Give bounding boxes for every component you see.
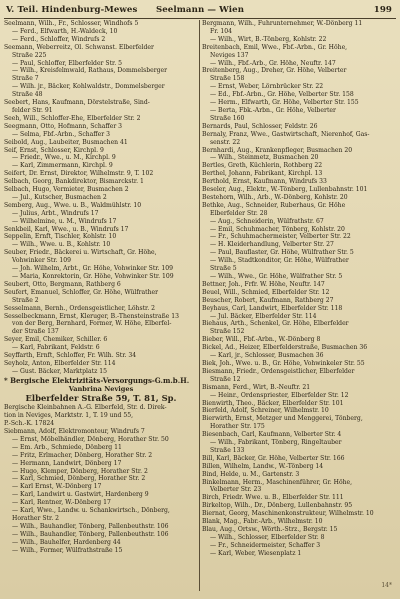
directory-entry: — Karl, Landwirt u. Gastwirt, Hardenberg 9 — [12, 491, 149, 499]
left-column — [4, 20, 198, 555]
directory-entry: — Karl, Weber, Wiesenplatz 1 — [210, 549, 302, 557]
advertisement — [4, 376, 198, 428]
directory-entry: Beseler, Aug., Elektr., W.-Tönberg, Lullenbahnstr. 101 — [202, 186, 368, 194]
directory-entry: Bierfeld, Adolf, Schreiner, Wilhelmstr. 10 — [202, 407, 329, 415]
ad-lines — [4, 404, 198, 428]
header-rule — [4, 18, 396, 19]
directory-entry: — Wilh., Former, Wülfrathstraße 15 — [12, 546, 123, 554]
directory-entry: Birch, Friedr. Wwe. u. B., Elberfelder Str. 111 — [202, 494, 344, 502]
directory-entry: — Wilh. jr., Bäcker, Kohlwaldstr., Dommelsberger — [12, 83, 165, 91]
directory-entry: — Ernst, Möbelhändler, Dönberg, Horather Str. 50 — [12, 435, 169, 443]
directory-entry: Seegmann, Otto, Hofmann, Schaffer 3 — [4, 122, 123, 130]
directory-entry: Bergmann, Wilh., Fuhrunternehmer, W.-Dönberg 11 — [202, 20, 363, 27]
left-entry-list-2 — [4, 428, 198, 555]
directory-entry: Straße 225 — [12, 51, 47, 59]
ad-address: Elberfelder Straße 59, T. 81, Sp. — [25, 393, 177, 404]
directory-entry: Bismann, Ferd., Wirt, B.-Neuftr. 21 — [202, 383, 311, 391]
directory-entry: Beuel, Will., Schmied, Elberfelder Str. 12 — [202, 288, 330, 296]
directory-entry: Biesenbach, Carl, Kaufmann, Velberter Str. 4 — [202, 431, 342, 439]
directory-entry: — Jul. Bäcker, Elberfelder Str. 114 — [210, 312, 317, 320]
directory-entry: Straße 152 — [210, 328, 245, 336]
directory-entry: Beuscher, Robert, Kaufmann, Rathberg 27 — [202, 296, 334, 304]
directory-entry: Straße 5 — [210, 265, 237, 273]
directory-entry: Seeh, Will., Schloffer-Ehe, Elberfelder Str. 2 — [4, 114, 141, 122]
directory-entry: Seufert, Emanuel, Schloffer, Gr. Höhe, Wülfrather — [4, 288, 159, 296]
directory-entry: Bethke, Aug., Schneider, Ruberhaus, Gr. Höhe — [202, 201, 346, 209]
directory-entry: — Ferd., Schloffer, Windrufs 2 — [12, 35, 106, 43]
directory-entry: Straße 12 — [210, 375, 241, 383]
directory-entry: Vohwinker Str. 109 — [12, 257, 72, 265]
directory-entry: Senkbeil, Karl, Wwe., u. B., Windrufs 17 — [4, 225, 129, 233]
directory-entry: felder Str. 91 — [12, 106, 53, 114]
directory-entry: Elberfelder Str. 28 — [210, 209, 268, 217]
directory-entry: Bettner, Joh., Frfr. W. Höhe, Neuftr. 147 — [202, 280, 325, 288]
directory-entry: der Straße 137 — [12, 328, 59, 336]
directory-entry: Biek, Joh., Wwe. u. B., Gr. Höhe, Vohwinkeler Str. 55 — [202, 359, 365, 367]
directory-entry: Seyholz, Anton, Elberfelder Str. 114 — [4, 359, 116, 367]
directory-entry: Blau, Aug., Ortsw., Wörth.-Strz., Bergstr. 15 — [202, 526, 338, 533]
directory-entry: Seifert, Dr. Ernst, Direktor, Wilhelmstr. 9, T. 102 — [4, 170, 154, 178]
directory-entry: Seibold, Aug., Laubeiter, Busmachen 41 — [4, 138, 128, 146]
directory-entry: Bierwirth, Ernst, Metzger und Menggerei, Tönberg, — [202, 415, 363, 423]
page-header — [6, 3, 394, 17]
directory-entry: Bernaly, Franz, Wwe., Gastwirtschaft, Nierenhof, Gas- — [202, 130, 370, 138]
ad-title: * Bergische Elektrizitäts-Versorgungs-G.m.b.H. — [4, 375, 190, 385]
directory-entry: Bernards, Paul, Schlosser, Feldstr. 26 — [202, 122, 318, 130]
directory-entry: — Fr., Schuhmachermeister, Velberter Str. 22 — [210, 233, 351, 241]
directory-entry: — Hermann, Landwirt, Dönberg 17 — [12, 459, 122, 467]
directory-entry: Bestehorn, Wilh., Arb., W.-Dönberg, Kohlstr. 20 — [202, 193, 348, 201]
directory-entry: Siebmann, Adolf, Elektromonteur, Windrufs 7 — [4, 428, 145, 435]
directory-entry: von der Berg, Bernhard, Former, W. Höhe, Elberfel- — [12, 320, 172, 328]
directory-entry: Straße 133 — [210, 446, 245, 454]
directory-entry: — Wilh., Bauhandler, Tönberg, Pallenbeuthstr. 106 — [12, 530, 169, 538]
directory-entry: — Wilh., Fabrikant, Tönberg, Ringeltauber — [210, 439, 342, 447]
directory-entry: Bernhardi, Aug., Krankenpfleger, Busmachen 20 — [202, 146, 353, 154]
directory-entry: Selbach, Georg, Bankdirektor, Bismarckstr. 1 — [4, 178, 144, 186]
directory-entry: Horather Str. 2 — [12, 514, 59, 522]
ad-subtitle: Vanbrina Neviges — [68, 384, 134, 393]
directory-entry: Berthold, Ernst, Kaufmann, Windrufs 33 — [202, 178, 327, 186]
directory-entry: Seelmann, Wilh., Fr., Schlosser, Windhofs 5 — [4, 20, 139, 27]
directory-entry: — Jul., Kutscher, Busmachen 2 — [12, 193, 107, 201]
directory-entry: — Karl, jr., Schlosser, Busmachen 36 — [210, 352, 324, 360]
directory-entry: Seubert, Otto, Bergmann, Rathberg 6 — [4, 280, 121, 288]
directory-entry: Beyhaus, Carl, Landwirt, Elberfelder Str. 118 — [202, 304, 343, 312]
directory-entry: — Friedr., Wwe., u. M., Kirchpl. 9 — [12, 154, 116, 162]
directory-entry: Fr. 104 — [210, 27, 232, 35]
directory-entry: Selbach, Hugo, Vermieter, Busmachen 2 — [4, 186, 129, 194]
directory-entry: Biesmann, Friedr., Ordensgeistlicher, Elberfelder — [202, 367, 355, 375]
directory-entry: Seebert, Hans, Kaufmann, Dörstelstraße, Sind- — [4, 99, 150, 107]
directory-entry: Bienwirth, Theo., Bäcker, Elberfelder Str. 101 — [202, 399, 344, 407]
directory-entry: — Wilh., Wwe. u. B., Kohlstr. 10 — [12, 241, 111, 249]
directory-entry: Sesselmann, Bernh., Ordensgeistlicher, Löhstr. 2 — [4, 304, 156, 312]
directory-entry: — Gust. Bäcker, Marktplatz 15 — [12, 367, 107, 375]
directory-entry: — Selma, Fbf.-Arbn., Schaffer 3 — [12, 130, 110, 138]
ad-line: tion in Neviges, Marktstr. 1, T. 19 und 55, — [4, 412, 134, 420]
directory-entry: — Paul, Bauflaster, Gr. Höhe, Wülfrather Str. 5 — [210, 249, 354, 257]
directory-entry: Blank, Mag., Fabr.-Arb., Wilhelmstr. 10 — [202, 518, 323, 526]
directory-entry: — Wilh., Stadtkonditor, Gr. Höhe, Wülfrather — [210, 257, 349, 265]
directory-entry: Straße 158 — [210, 75, 245, 83]
directory-entry: — Karl, Schmied, Dönberg, Horather Str. 2 — [12, 475, 146, 483]
ad-line: P.-Sch.-K. 17824 — [4, 420, 55, 428]
directory-entry: — H. Kleiderhandlung, Velberter Str. 27 — [210, 241, 334, 249]
directory-entry: Binkelmann, Herm., Maschinenführer, Gr. Höhe, — [202, 478, 353, 486]
directory-entry: — Wilh., Bauhandler, Tönberg, Pallenbeuthstr. 106 — [12, 522, 169, 530]
directory-entry: Sesselbeckmann, Ernst, Kleruger, B.-Thensteinstraße 13 — [4, 312, 179, 320]
directory-entry: Seuber, Friedr., Bäckerei u. Wirtschaft, Gr. Höhe, — [4, 249, 157, 257]
directory-entry: Velberter Str. 23 — [210, 486, 262, 494]
directory-entry: Seif, Ernst, Schlosser, Kirchpl. 9 — [4, 146, 104, 154]
directory-entry: Bertles, Greth, Küchlerin, Rothberg 22 — [202, 162, 323, 170]
directory-entry: Seemann, Weberreitz, Ol. Schwanst. Elberfelder — [4, 43, 154, 51]
directory-entry: — Em. Arb., Schmiede, Dönberg 11 — [12, 443, 122, 451]
directory-entry: — Karl, Fabrikant, Feldstr. 6 — [12, 344, 100, 352]
directory-entry: Bickel, Ad., Heizer, Elberfelderstraße, Busmachen 36 — [202, 344, 368, 352]
directory-entry: Seyer, Emil, Chemiker, Schiller. 6 — [4, 336, 108, 344]
directory-entry: — Hugo, Klemper, Dönberg, Horather Str. 2 — [12, 467, 148, 475]
directory-entry: — Wilh., Kreisfelmwald, Rathaus, Dommelsberger — [12, 67, 168, 75]
directory-entry: — Wilh., Steinmetz, Busmachen 20 — [210, 154, 319, 162]
footer-mark: 14* — [381, 582, 392, 589]
directory-entry: — Paul, Schloffer, Elberfelder Str. 5 — [12, 59, 123, 67]
directory-entry: Straße 48 — [12, 91, 43, 99]
header-section: V. Teil. Hindenburg-Mewes — [6, 5, 138, 15]
left-entry-list — [4, 20, 198, 376]
directory-entry: — Ernst, Weber, Lörnbrücker Str. 22 — [210, 83, 324, 91]
directory-entry: Biehaus, Arth., Schenkel, Gr. Höhe, Elberfelder — [202, 320, 349, 328]
directory-entry: senstr. 22 — [210, 138, 241, 146]
ad-line: Bergische Kleinbahnen A.-G. Elberfeld, Str. d. Direk- — [4, 404, 167, 412]
directory-entry: Birkeltop, Wilh., Dr., Dönberg, Lullenbahnstr. 95 — [202, 502, 353, 510]
directory-entry: — Ferd., Elfwarth, H.-Waldeck, 10 — [12, 27, 118, 35]
page-number: 199 — [373, 5, 392, 15]
directory-entry: Seyffarth, Ernft, Schloffer, Fr. Wilh. Str. 34 — [4, 352, 137, 360]
directory-entry: — Karl, Rentner, W.-Dönberg 17 — [12, 499, 111, 507]
directory-entry: — Aug., Schneiderin, Wülfrathstr. 67 — [210, 217, 324, 225]
directory-entry: — Wilh., Wirt, B.-Tönberg, Kohlstr. 22 — [210, 35, 327, 43]
directory-entry: — Wilh., Wwe., Gr. Höhe, Wülfrather Str. 5 — [210, 273, 343, 280]
directory-entry: Berthel, Johann, Fabrikant, Kirchpl. 13 — [202, 170, 323, 178]
directory-entry: — Karl, Zimmermann, Kirchpl. 9 — [12, 162, 113, 170]
directory-entry: Seppelin, Ernft, Tischler, Kohlstr. 10 — [4, 233, 117, 241]
directory-entry: — Ed., Fbf.-Arbn., Gr. Höhe, Velberter Str. 158 — [210, 91, 354, 99]
directory-entry: Breitenbach, Emil, Wwe., Fbf.-Arbn., Gr. Höhe, — [202, 43, 348, 51]
directory-entry: Breitenberg, Aug., Dreher, Gr. Höhe, Velberter — [202, 67, 347, 75]
directory-entry: — Wilh., Fbf.-Arb., Gr. Höhe, Neuftr. 147 — [210, 59, 336, 67]
right-entry-list — [202, 20, 396, 558]
directory-entry: Semberg, Aug., Wwe. u. B., Waldmühlstr. 10 — [4, 201, 142, 209]
directory-entry: — Wilh., Schlosser, Elberfelder Str. 8 — [210, 533, 325, 541]
directory-entry: Horather Str. 175 — [210, 423, 265, 431]
directory-entry: — Wilh., Bauhelfer, Hardenberg 44 — [12, 538, 121, 546]
directory-entry: — Fr., Schneidermeister, Schaffer 3 — [210, 541, 321, 549]
directory-entry: — Maria, Konrektorin, Gr. Höhe, Vohwinker Str. 109 — [12, 273, 174, 280]
directory-entry: — Karl, Wwe., Landw. u. Schankwirtsch., Dönberg, — [12, 507, 170, 515]
directory-entry: Billen, Wilhelm, Landw., W.-Tönberg 14 — [202, 462, 324, 470]
right-column — [202, 20, 396, 558]
directory-entry: Straße 7 — [12, 75, 39, 83]
directory-entry: — Herm., Elfwarth, Gr. Höhe, Velberter Str. 155 — [210, 99, 359, 107]
header-range: Seelmann — Wien — [155, 5, 245, 15]
directory-entry: — Wilhelmine, u. M., Windrufs 17 — [12, 217, 117, 225]
directory-entry: — Berta, Fbk.-Arbn., Gr. Höhe, Velberter — [210, 106, 336, 114]
directory-entry: Biernat, Georg, Maschinenkonstrukteur, Wilhelmstr. 10 — [202, 510, 374, 518]
directory-entry: Straße 2 — [12, 296, 39, 304]
directory-entry: Bind, Helde, u. M., Gartenstr. 3 — [202, 470, 300, 478]
directory-entry: Straße 160 — [210, 114, 245, 122]
directory-entry: — Heinr., Ordenspriester, Elberfelder Str. 12 — [210, 391, 349, 399]
column-divider — [199, 20, 200, 591]
directory-entry: — Julius, Arbt., Windrufs 17 — [12, 209, 99, 217]
directory-entry: Neviges 137 — [210, 51, 249, 59]
directory-entry: — Emil, Schuhmacher, Tönberg, Kohlstr. 20 — [210, 225, 345, 233]
directory-entry: Bieber, Will., Fbf.-Arbn., W.-Dönberg 8 — [202, 336, 321, 344]
directory-entry: — Karl Ernst, W.-Dönberg 17 — [12, 483, 102, 491]
directory-entry: Bill, Karl, Bäcker, Gr. Höhe, Velberter Str. 166 — [202, 454, 345, 462]
directory-entry: — Joh. Wilhelm, Arbt., Gr. Höhe, Vohwinker Str. 109 — [12, 265, 174, 273]
directory-entry: — Fritz, Erlmacher, Dönberg, Horather Str. 2 — [12, 451, 153, 459]
